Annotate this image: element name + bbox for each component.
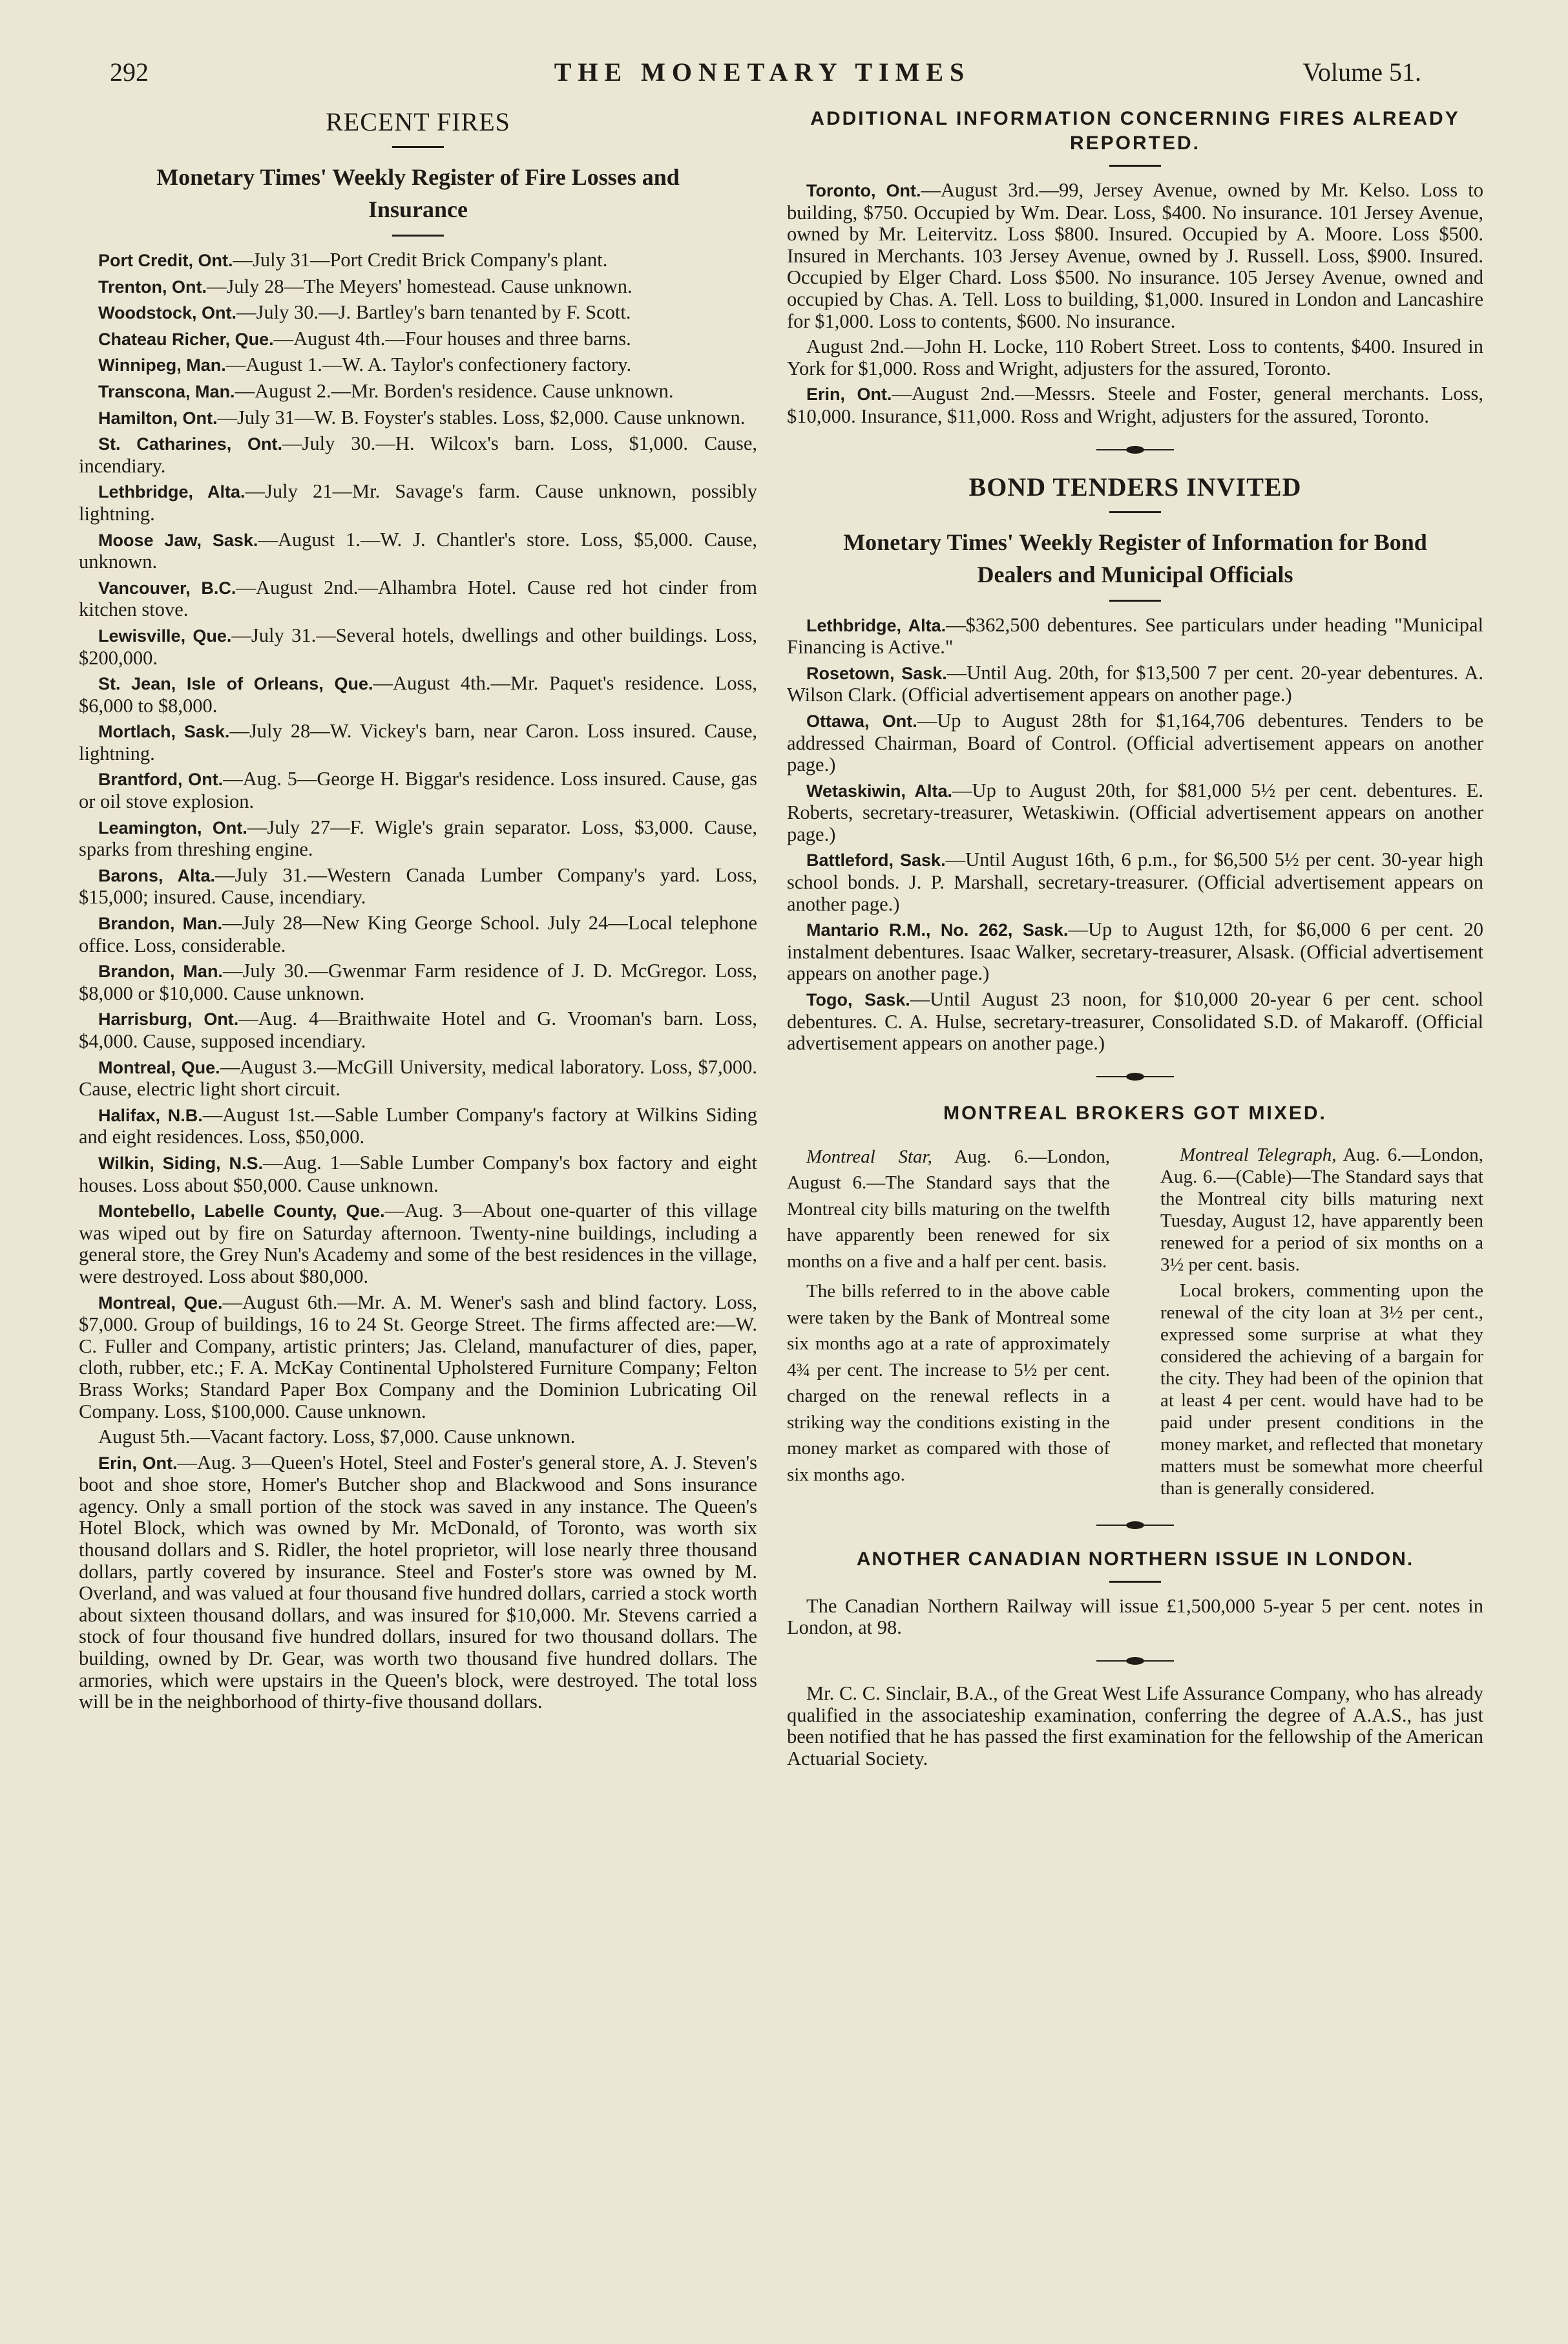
bond-entries: [787, 615, 1483, 1055]
fire-entry-place: Trenton, Ont.: [98, 277, 207, 297]
fire-entry-place: St. Jean, Isle of Orleans, Que.: [98, 674, 373, 694]
divider: [1109, 1581, 1161, 1583]
fire-entry: [79, 381, 757, 403]
fire-entry-text: —August 2.—Mr. Borden's residence. Cause unknown.: [235, 379, 674, 402]
fire-entry: [79, 276, 757, 299]
fire-entry: [79, 577, 757, 621]
fire-entry-place: Vancouver, B.C.: [98, 578, 236, 598]
fire-entry: [79, 249, 757, 272]
additional-info-heading: ADDITIONAL INFORMATION CONCERNING FIRES ALREADY REPORTED.: [810, 108, 1460, 154]
fire-entry-erin: Erin, Ont.—Aug. 3—Queen's Hotel, Steel and Foster's general store, A. J. Steven's boot and shoe store, Homer's Butcher shop and Blackwood and Sons insurance agency. Only a small portion of the stock was saved in any instance. The Queen's Hotel Block, which was owned by Mr. McDonald, of Toronto, was worth six thousand dollars and S. Ridler, the hotel proprietor, will lose nearly three thousand dollars, partly covered by insurance. Steel and Foster's store was owned by M. Overland, and was valued at four thousand five hundred dollars, carried a stock worth about sixteen thousand dollars, and was insured for $10,000. Mr. Stevens carried a stock of four thousand five hundred dollars, insured for two thousand dollars. The building, owned by Dr. Gear, was worth two thousand five hundred dollars. The armories, which were upstairs in the Queen's block, were destroyed. The total loss will be in the neighborhood of thirty-five thousand dollars.: [79, 1451, 758, 1713]
bond-entry-text: —Until August 16th, 6 p.m., for $6,500 5½ per cent. 30-year high school bonds. J. P. Marshall, secretary-treasurer. (Official advertisement appears on another page.): [787, 849, 1483, 915]
fire-entry-place: Transcona, Man.: [98, 381, 235, 401]
fire-entry: [79, 433, 757, 477]
fire-entry: [79, 768, 757, 812]
journal-title: THE MONETARY TIMES: [554, 58, 971, 87]
fire-entry-place: Winnipeg, Man.: [98, 355, 226, 375]
fire-entry: [79, 1200, 757, 1287]
star-paragraph-2: The bills referred to in the above cable were taken by the Bank of Montreal some six months ago at a rate of approximately 4¾ per cent. The increase to 5½ per cent. charged on the renewal reflects in a striking way the conditions existing in the money market as compared with those of six months ago.: [787, 1281, 1110, 1485]
fire-entry: [79, 721, 757, 765]
fire-entry: [79, 1152, 757, 1196]
divider: [1109, 511, 1161, 513]
fire-entry-text: —July 31—W. B. Foyster's stables. Loss, $2,000. Cause unknown.: [217, 406, 746, 428]
fire-entry-text: —August 3.—McGill University, medical laboratory. Loss, $7,000. Cause, electric light short circuit.: [79, 1055, 758, 1101]
fire-update-toronto: Toronto, Ont.—August 3rd.—99, Jersey Avenue, owned by Mr. Kelso. Loss to building, $750. Occupied by Wm. Dear. Loss, $400. No insurance. 101 Jersey Avenue, owned by Mr. Leitervitz. Loss $800. Insured. Occupied by A. Moore. Loss $500. Insured in Merchants. 103 Jersey Avenue, owned by J. Russell. Loss, $900. Insured. Occupied by Elger Chard. Loss $500. No insurance. 105 Jersey Avenue, owned and occupied by Chas. A. Tell. Loss to building, $1,000. Insured in London and Lancashire for $1,000. Loss to contents, $600. No insurance.: [787, 179, 1483, 332]
fire-entry-text: —July 30.—H. Wilcox's barn. Loss, $1,000. Cause, incendiary.: [79, 432, 757, 477]
bond-entry-place: Ottawa, Ont.: [806, 711, 917, 731]
fire-entry: [79, 328, 757, 351]
fire-entry-place: Hamilton, Ont.: [98, 408, 218, 428]
fire-entries: [79, 249, 757, 1422]
bond-entry: [787, 615, 1483, 659]
bond-entry-text: —Until Aug. 20th, for $13,500 7 per cent. 20-year debentures. A. Wilson Clark. (Official advertisement appears on another page.): [787, 661, 1483, 706]
fire-entry-place: Harrisburg, Ont.: [98, 1009, 239, 1029]
fire-entry-text: —July 28—W. Vickey's barn, near Caron. Loss insured. Cause, lightning.: [79, 720, 757, 765]
star-column: [787, 1144, 1110, 1503]
bond-entry-place: Rosetown, Sask.: [806, 663, 947, 683]
bond-entry-text: —Up to August 20th, for $81,000 5½ per cent. debentures. E. Roberts, secretary-treasurer, Wetaskiwin. (Official advertisement appears on another page.): [787, 779, 1484, 845]
fire-entry: [79, 673, 757, 717]
telegraph-paragraph-2: Local brokers, commenting upon the renewal of the city loan at 3½ per cent., expressed some surprise at what they considered the achieving of a bargain for the city. They had been of the opinion that at least 4 per cent. would have had to be paid under present conditions in the money market, and reflected that monetary matters must be somewhat more cheerful than is generally considered.: [1160, 1280, 1483, 1499]
fire-entry: [79, 913, 757, 956]
divider: [392, 146, 444, 148]
fire-entry-place: Port Credit, Ont.: [98, 251, 233, 270]
fire-entry-text: —July 31.—Several hotels, dwellings and other buildings. Loss, $200,000.: [79, 624, 757, 669]
bond-entry: [787, 849, 1483, 915]
fire-entry-place: Montreal, Que.: [98, 1057, 220, 1077]
fire-register-title: Monetary Times' Weekly Register of Fire Losses and Insurance: [156, 164, 680, 222]
fire-entry-place: St. Catharines, Ont.: [98, 434, 283, 454]
fire-update-toronto-2: August 2nd.—John H. Locke, 110 Robert Street. Loss to contents, $400. Insured in York for $1,000. Ross and Wright, adjusters for the assured, Toronto.: [787, 335, 1483, 379]
fire-entry: [79, 529, 757, 573]
fire-entry-place: Barons, Alta.: [98, 865, 216, 885]
fire-entry-text: —August 1.—W. A. Taylor's confectionery factory.: [225, 354, 632, 376]
fire-entry: [79, 1057, 757, 1101]
fire-entry-place: Halifax, N.B.: [98, 1105, 203, 1125]
fire-entry-place: Brandon, Man.: [98, 962, 223, 982]
fire-entry-place: Wilkin, Siding, N.S.: [98, 1153, 264, 1173]
fire-entry: August 5th.—Vacant factory. Loss, $7,000. Cause unknown.: [98, 1426, 576, 1448]
fire-entry-text: —August 1.—W. J. Chantler's store. Loss, $5,000. Cause, unknown.: [79, 528, 758, 573]
bond-entry: [787, 662, 1483, 706]
brokers-heading: MONTREAL BROKERS GOT MIXED.: [943, 1102, 1327, 1124]
fire-entry: [79, 1104, 757, 1148]
divider: [392, 235, 444, 237]
fire-entry: [79, 625, 757, 669]
left-column: [79, 107, 757, 1717]
brokers-two-column: [787, 1144, 1483, 1503]
fire-entry-place: Mortlach, Sask.: [98, 722, 230, 742]
sinclair-notice: Mr. C. C. Sinclair, B.A., of the Great West Life Assurance Company, who has already qualified in the associateship examination, conferring the degree of A.A.S., has just been notified that he has passed the first examination for the fellowship of the American Actuarial Society.: [787, 1682, 1483, 1769]
fire-entry-place: Montreal, Que.: [98, 1293, 223, 1313]
bond-register-title: Monetary Times' Weekly Register of Information for Bond Dealers and Municipal Officials: [843, 529, 1427, 587]
bond-entry: [787, 780, 1483, 846]
fire-entry-text: —July 21—Mr. Savage's farm. Cause unknown, possibly lightning.: [79, 480, 757, 525]
fire-entry-text: —Aug. 1—Sable Lumber Company's box factory and eight houses. Loss about $50,000. Cause unknown.: [79, 1151, 757, 1196]
bond-entry: [787, 989, 1483, 1055]
bond-entry-place: Wetaskiwin, Alta.: [806, 781, 953, 801]
fire-entry-place: Brandon, Man.: [98, 914, 223, 934]
bond-tenders-heading: BOND TENDERS INVITED: [968, 472, 1302, 502]
bond-entry-text: —Up to August 12th, for $6,000 6 per cent. 20 instalment debentures. Isaac Walker, secretary-treasurer, Alsask. (Official advertisement appears on another page.): [787, 918, 1483, 985]
volume-label: Volume 51.: [1302, 58, 1421, 87]
fire-update-erin: Erin, Ont.—August 2nd.—Messrs. Steele and Foster, general merchants. Loss, $10,000. Insurance, $11,000. Ross and Wright, adjusters for the assured, Toronto.: [787, 383, 1484, 427]
bond-entry: [787, 919, 1483, 985]
right-column: [787, 107, 1483, 1773]
fire-entry-place: Lethbridge, Alta.: [98, 482, 246, 502]
fire-entry-place: Montebello, Labelle County, Que.: [98, 1201, 385, 1221]
fire-entry-text: —Aug. 3—About one-quarter of this village was wiped out by fire on Saturday afternoon. Twenty-nine buildings, including a general store, the Grey Nun's Academy and some of the best residences in the village, were destroyed. Loss about $80,000.: [79, 1199, 757, 1287]
fire-entry-text: —August 1st.—Sable Lumber Company's factory at Wilkins Siding and eight residences. Loss, $50,000.: [79, 1103, 757, 1148]
fire-entry-place: Brantford, Ont.: [98, 770, 224, 790]
fire-entry-text: —July 30.—Gwenmar Farm residence of J. D. McGregor. Loss, $8,000 or $10,000. Cause unknown.: [79, 960, 758, 1004]
canadian-northern-text: The Canadian Northern Railway will issue £1,500,000 5-year 5 per cent. notes in London, at 98.: [787, 1594, 1483, 1639]
running-header: [103, 57, 1421, 96]
fire-entry: [79, 960, 757, 1004]
fire-entry: [79, 865, 757, 909]
fire-entry-place: Lewisville, Que.: [98, 626, 232, 646]
bond-entry-text: —Until August 23 noon, for $10,000 20-year 6 per cent. school debentures. C. A. Hulse, secretary-treasurer, Consolidated S.D. of Makaroff. (Official advertisement appears on another page.): [787, 988, 1483, 1055]
fire-entry-text: —July 28—New King George School. July 24—Local telephone office. Loss, considerable.: [79, 912, 758, 956]
telegraph-paragraph: Montreal Telegraph, Aug. 6.—London, Aug. 6.—(Cable)—The Standard says that the Montreal city bills maturing next Tuesday, August 12, have apparently been renewed for a period of six months on a 3½ per cent. basis.: [1160, 1144, 1483, 1275]
telegraph-column: [1160, 1144, 1483, 1503]
fire-entry: [79, 407, 757, 430]
page-number: 292: [110, 58, 149, 87]
bond-entry-text: —Up to August 28th for $1,164,706 debentures. Tenders to be addressed Chairman, Board of Control. (Official advertisement appears on another page.): [787, 709, 1483, 776]
fire-entry-place: Leamington, Ont.: [98, 818, 247, 838]
recent-fires-heading: RECENT FIRES: [326, 107, 510, 136]
fire-entry: [79, 481, 757, 525]
star-paragraph: Montreal Star, Aug. 6.—London, August 6.—The Standard says that the Montreal city bills maturing on the twelfth have apparently been renewed for six months on a five and a half per cent. basis.: [787, 1146, 1110, 1272]
fire-entry-text: —Aug. 4—Braithwaite Hotel and G. Vrooman's barn. Loss, $4,000. Cause, supposed incendiary.: [79, 1008, 758, 1052]
fire-entry: [79, 354, 757, 377]
fire-entry-text: —August 6th.—Mr. A. M. Wener's sash and blind factory. Loss, $7,000. Group of buildings, 16 to 24 St. George Street. The firms affected are:—W. C. Fuller and Company, artistic printers; Jas. Cleland, manufacturer of dies, paper, cloth, rubber, etc.; F. A. McKay Continental Upholstered Furniture Company; Felton Brass Works; Standard Paper Box Company and the Dominion Lubricating Oil Company. Loss, $100,000. Cause unknown.: [79, 1291, 757, 1422]
fire-entry-place: Chateau Richer, Que.: [98, 329, 274, 349]
bond-entry-text: —$362,500 debentures. See particulars under heading "Municipal Financing is Active.": [787, 613, 1483, 659]
fire-entry-text: —July 28—The Meyers' homestead. Cause unknown.: [207, 275, 632, 297]
fire-entry: [79, 817, 757, 861]
ornament-divider: [1096, 1656, 1174, 1666]
bond-entry-place: Togo, Sask.: [806, 990, 910, 1010]
fire-entry-text: —August 4th.—Mr. Paquet's residence. Loss, $6,000 to $8,000.: [79, 672, 757, 717]
fire-entry-text: —August 2nd.—Alhambra Hotel. Cause red hot cinder from kitchen stove.: [79, 576, 757, 621]
bond-entry-place: Lethbridge, Alta.: [806, 615, 946, 635]
canadian-northern-heading: ANOTHER CANADIAN NORTHERN ISSUE IN LONDON.: [856, 1548, 1414, 1570]
fire-entry-text: —July 31—Port Credit Brick Company's plant.: [233, 249, 608, 271]
bond-entry-place: Battleford, Sask.: [806, 850, 946, 871]
fire-entry-text: —August 4th.—Four houses and three barns.: [273, 327, 631, 350]
ornament-divider: [1096, 1520, 1174, 1530]
ornament-divider: [1096, 445, 1174, 455]
divider: [1109, 165, 1161, 167]
ornament-divider: [1096, 1072, 1174, 1082]
fire-entry-place: Woodstock, Ont.: [98, 303, 236, 323]
fire-entry-text: —July 27—F. Wigle's grain separator. Loss, $3,000. Cause, sparks from threshing engine.: [79, 816, 757, 861]
fire-entry-text: —July 30.—J. Bartley's barn tenanted by F. Scott.: [236, 301, 631, 324]
bond-entry: [787, 710, 1483, 776]
bond-entry-place: Mantario R.M., No. 262, Sask.: [806, 920, 1069, 940]
fire-entry-text: —July 31.—Western Canada Lumber Company's yard. Loss, $15,000; insured. Cause, incendiary.: [79, 863, 757, 909]
fire-entry-place: Moose Jaw, Sask.: [98, 530, 258, 550]
fire-entry: [79, 1292, 757, 1423]
fire-entry: [79, 302, 757, 324]
fire-entry: [79, 1008, 757, 1052]
divider: [1109, 600, 1161, 602]
fire-entry-text: —Aug. 5—George H. Biggar's residence. Loss insured. Cause, gas or oil stove explosion.: [79, 768, 758, 813]
